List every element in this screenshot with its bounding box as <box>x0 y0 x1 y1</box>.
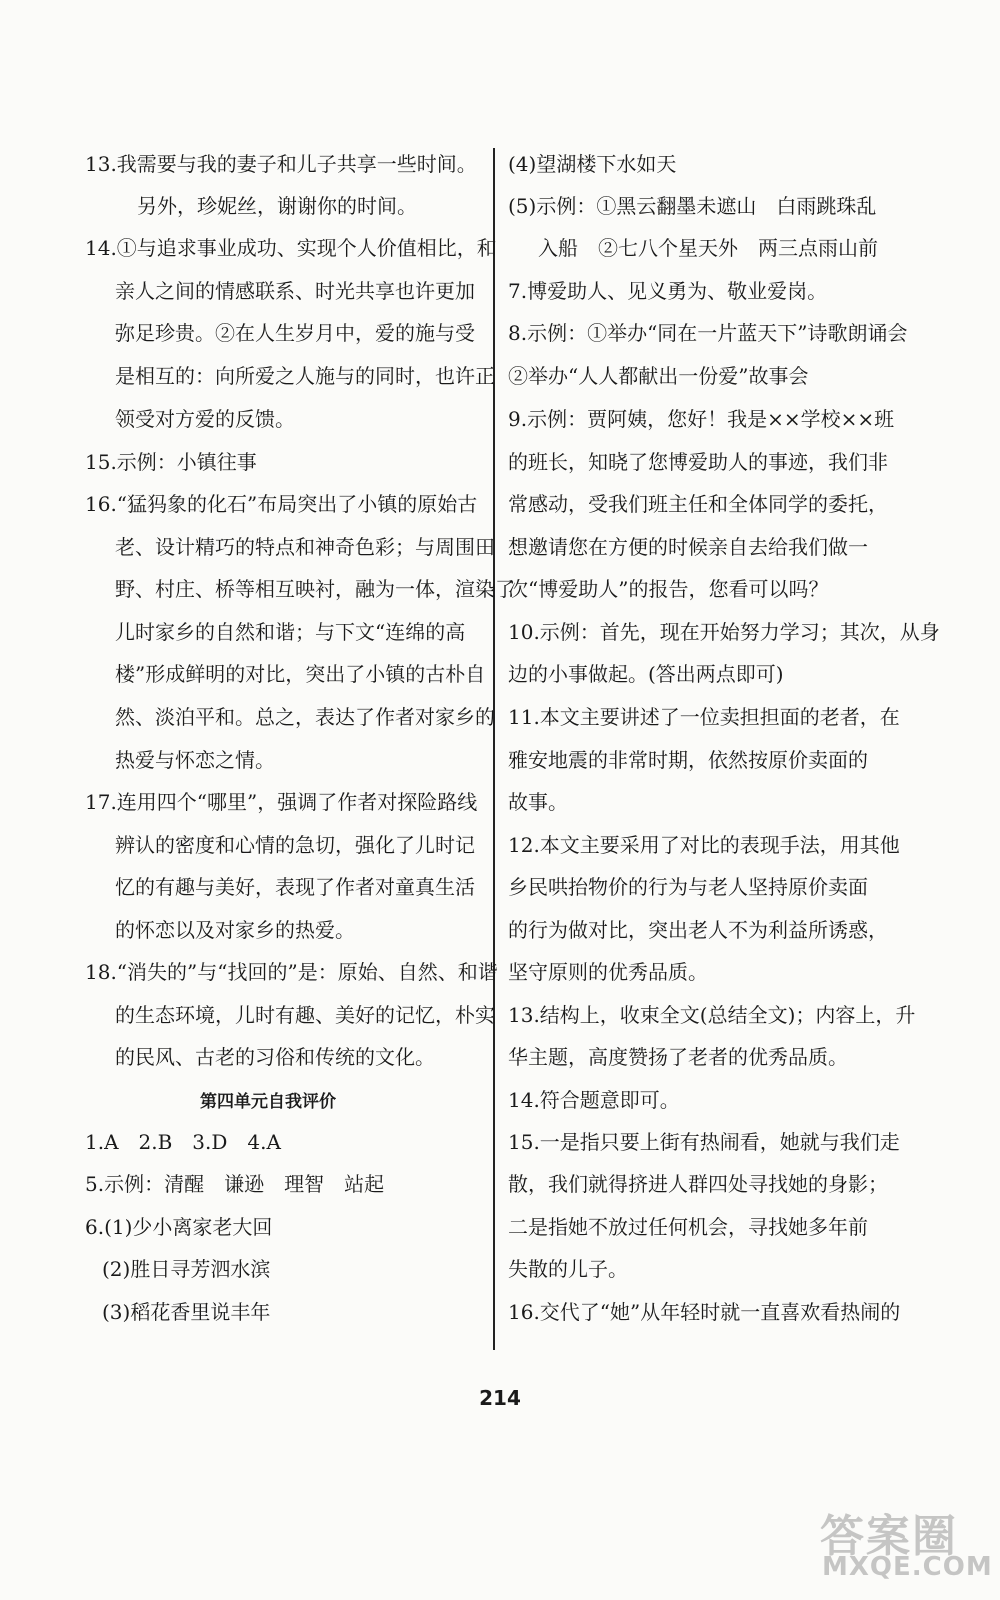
text-line: 11.本文主要讲述了一位卖担担面的老者，在 <box>508 705 900 729</box>
text-line: (2)胜日寻芳泗水滨 <box>102 1257 271 1281</box>
text-line: 14.①与追求事业成功、实现个人价值相比，和 <box>85 236 497 260</box>
text-line: 散，我们就得挤进人群四处寻找她的身影； <box>508 1172 888 1196</box>
text-line: 领受对方爱的反馈。 <box>115 407 295 431</box>
text-line: 忆的有趣与美好，表现了作者对童真生活 <box>115 875 475 899</box>
text-line: 14.符合题意即可。 <box>508 1088 680 1112</box>
text-line: 次“博爱助人”的报告，您看可以吗？ <box>508 577 829 601</box>
text-line: 的班长，知晓了您博爱助人的事迹，我们非 <box>508 450 888 474</box>
watermark-logo <box>810 1500 993 1590</box>
text-line: 儿时家乡的自然和谐；与下文“连绵的高 <box>115 620 466 644</box>
text-line: 乡民哄抬物价的行为与老人坚持原价卖面 <box>508 875 868 899</box>
text-line: 15.示例：小镇往事 <box>85 450 257 474</box>
text-line: (5)示例：①黑云翻墨未遮山 白雨跳珠乱 <box>508 194 877 218</box>
watermark-url: MXQE.COM <box>822 1552 993 1582</box>
text-line: 野、村庄、桥等相互映衬，融为一体，渲染了 <box>115 577 515 601</box>
text-line: 6.(1)少小离家老大回 <box>85 1215 273 1239</box>
column-divider <box>493 148 495 1350</box>
text-line: 入船 ②七八个星天外 两三点雨山前 <box>538 236 878 260</box>
text-line: 15.一是指只要上街有热闹看，她就与我们走 <box>508 1130 900 1154</box>
text-line: 的怀恋以及对家乡的热爱。 <box>115 918 355 942</box>
text-line: 17.连用四个“哪里”，强调了作者对探险路线 <box>85 790 478 814</box>
text-line: 13.结构上，收束全文(总结全文)；内容上，升 <box>508 1003 916 1027</box>
text-line: 8.示例：①举办“同在一片蓝天下”诗歌朗诵会 <box>508 321 908 345</box>
text-line: 5.示例：清醒 谦逊 理智 站起 <box>85 1172 385 1196</box>
text-line: 13.我需要与我的妻子和儿子共享一些时间。 <box>85 152 477 176</box>
text-line: 华主题，高度赞扬了老者的优秀品质。 <box>508 1045 848 1069</box>
text-line: 失散的儿子。 <box>508 1257 628 1281</box>
text-line: 16.“猛犸象的化石”布局突出了小镇的原始古 <box>85 492 478 516</box>
text-line: 辨认的密度和心情的急切，强化了儿时记 <box>115 833 475 857</box>
text-line: 7.博爱助人、见义勇为、敬业爱岗。 <box>508 279 828 303</box>
section-heading: 第四单元自我评价 <box>200 1092 336 1112</box>
text-line: 的生态环境，儿时有趣、美好的记忆，朴实 <box>115 1003 495 1027</box>
text-line: 故事。 <box>508 790 568 814</box>
text-line: 想邀请您在方便的时候亲自去给我们做一 <box>508 535 868 559</box>
text-line: 亲人之间的情感联系、时光共享也许更加 <box>115 279 475 303</box>
text-line: 楼”形成鲜明的对比，突出了小镇的古朴自 <box>115 662 486 686</box>
text-line: 常感动，受我们班主任和全体同学的委托， <box>508 492 888 516</box>
text-line: 10.示例：首先，现在开始努力学习；其次，从身 <box>508 620 940 644</box>
text-line: 的民风、古老的习俗和传统的文化。 <box>115 1045 435 1069</box>
text-line: 18.“消失的”与“找回的”是：原始、自然、和谐 <box>85 960 498 984</box>
text-line: 12.本文主要采用了对比的表现手法，用其他 <box>508 833 900 857</box>
text-line: (4)望湖楼下水如天 <box>508 152 677 176</box>
text-line: 是相互的：向所爱之人施与的同时，也许正 <box>115 364 495 388</box>
text-line: 边的小事做起。(答出两点即可) <box>508 662 784 686</box>
text-line: 另外，珍妮丝，谢谢你的时间。 <box>137 194 417 218</box>
text-line: 二是指她不放过任何机会，寻找她多年前 <box>508 1215 868 1239</box>
text-line: 9.示例：贾阿姨，您好！我是××学校××班 <box>508 407 895 431</box>
text-line: (3)稻花香里说丰年 <box>102 1300 271 1324</box>
text-line: 然、淡泊平和。总之，表达了作者对家乡的 <box>115 705 495 729</box>
text-line: 老、设计精巧的特点和神奇色彩；与周围田 <box>115 535 495 559</box>
watermark-title: 答案圈 <box>820 1511 958 1562</box>
text-line: ②举办“人人都献出一份爱”故事会 <box>508 364 809 388</box>
text-line: 16.交代了“她”从年轻时就一直喜欢看热闹的 <box>508 1300 901 1324</box>
text-line: 的行为做对比，突出老人不为利益所诱惑， <box>508 918 888 942</box>
text-line: 雅安地震的非常时期，依然按原价卖面的 <box>508 748 868 772</box>
text-line: 弥足珍贵。②在人生岁月中，爱的施与受 <box>115 321 475 345</box>
text-line: 坚守原则的优秀品质。 <box>508 960 708 984</box>
page-number: 214 <box>479 1386 521 1410</box>
text-line: 热爱与怀恋之情。 <box>115 748 275 772</box>
text-line: 1.A 2.B 3.D 4.A <box>85 1130 281 1154</box>
